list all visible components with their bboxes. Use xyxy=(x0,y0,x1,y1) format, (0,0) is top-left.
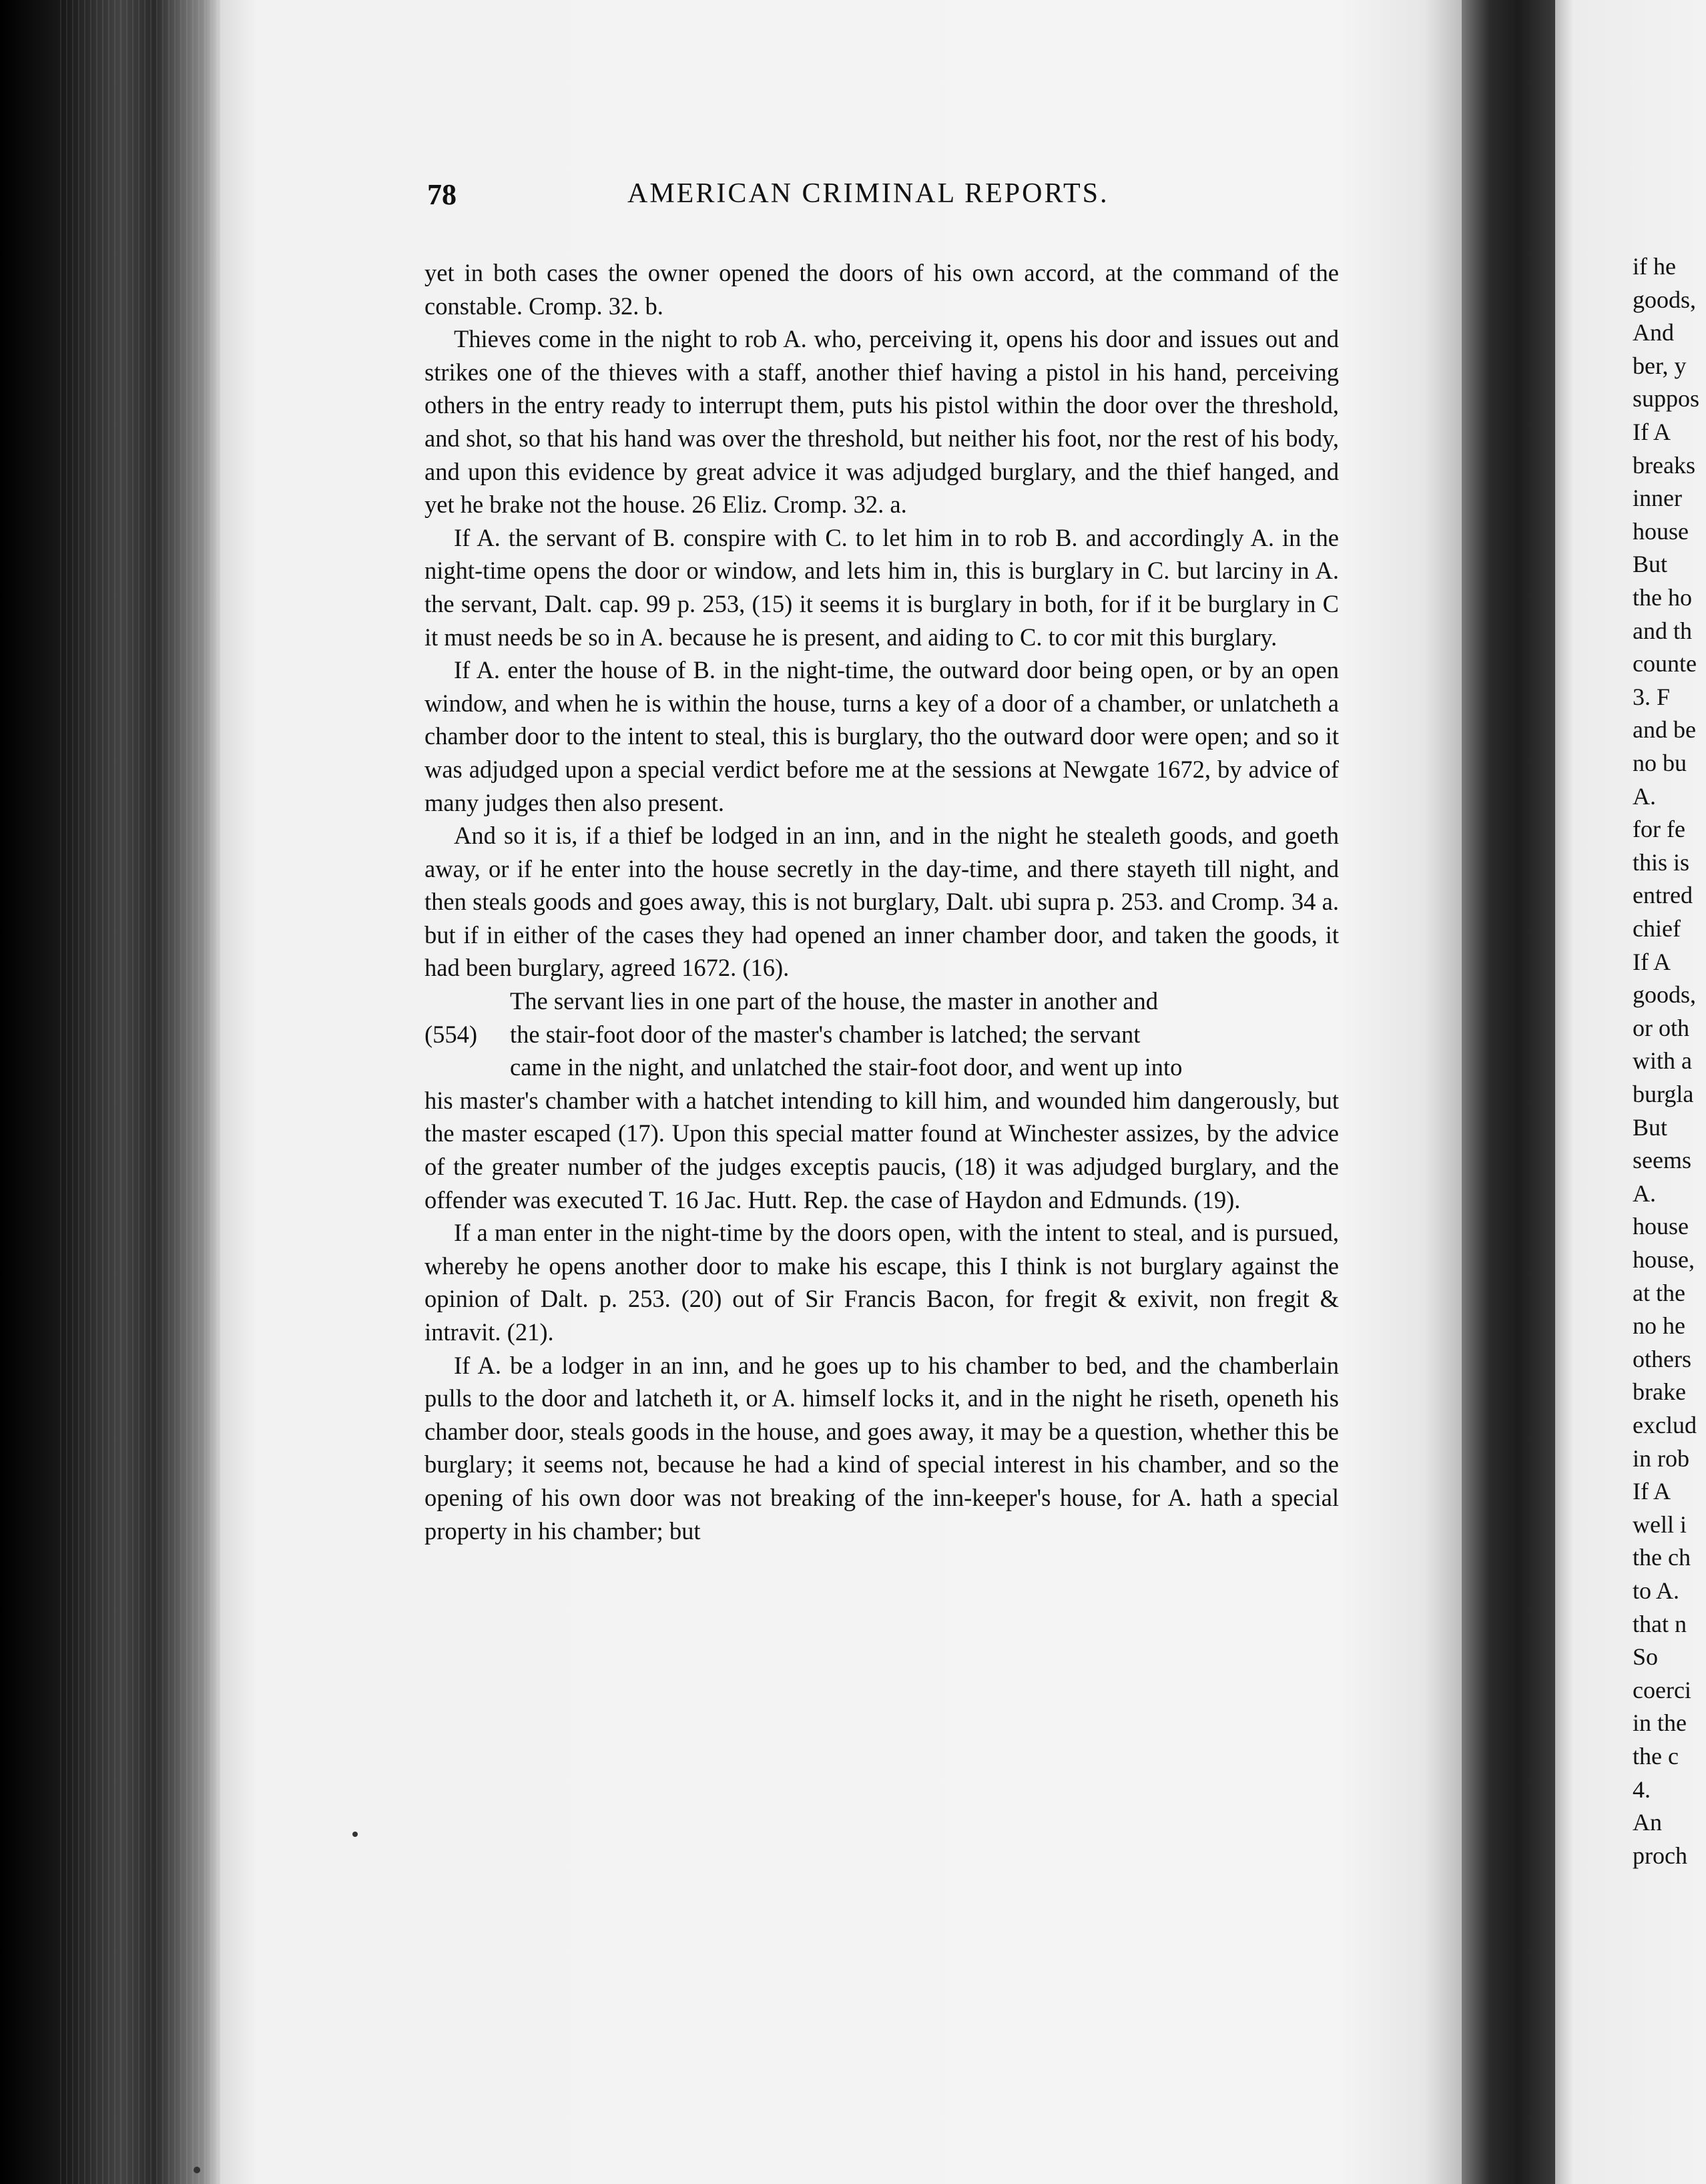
paragraph: If A. be a lodger in an inn, and he goes up to his chamber to bed, and the chamberlain pulls to the door and latcheth it, or A. himself locks it, and in the night he riseth, openeth his chamber door, steals goods in the house, and goes away, it may be a question, whether this be burglary; it seems not, because he had a kind of special interest in his chamber, and so the opening of his own door was not breaking of the inn-keeper's house, for A. hath a special property in his chamber; but xyxy=(424,1351,1339,1545)
right-page-fragment: But xyxy=(1633,1113,1668,1141)
right-page-fragment: and be xyxy=(1633,716,1696,744)
right-page-fragment: this is xyxy=(1633,848,1690,876)
page-edges xyxy=(60,0,220,2184)
right-page-fragment: house xyxy=(1633,517,1689,545)
speck xyxy=(194,2167,200,2173)
right-page-fragment: And xyxy=(1633,319,1674,346)
right-page-fragment: others xyxy=(1633,1345,1691,1372)
right-page-fragment: in rob xyxy=(1633,1444,1689,1472)
right-page-fragment: the ho xyxy=(1633,584,1692,611)
right-page-fragment: If A xyxy=(1633,948,1671,975)
right-page-fragment: An xyxy=(1633,1809,1662,1836)
running-title: AMERICAN CRIMINAL REPORTS. xyxy=(627,178,1109,209)
page-header xyxy=(427,178,1348,224)
right-page-fragment: entred xyxy=(1633,882,1693,909)
right-page-fragment: if he xyxy=(1633,253,1676,280)
right-page-fragment: goods, xyxy=(1633,981,1697,1009)
right-page-fragment: house xyxy=(1633,1213,1689,1240)
right-page-fragment: inner xyxy=(1633,485,1682,512)
paragraph: Thieves come in the night to rob A. who, perceiving it, opens his door and issues out and strikes one of the thieves with a staff, another thief having a pistol in his hand, perceiving others in the entry ready to interrupt them, puts his pistol within the door over the threshold, and shot, so that his hand was over the threshold, but neither his foot, nor the rest of his body, and upon this evidence by great advice it was adjudged burglary, and the thief hanged, and yet he brake not the house. 26 Eliz. Cromp. 32. a. xyxy=(424,325,1339,519)
right-page-fragment: A. xyxy=(1633,782,1656,810)
right-page-fragment: and th xyxy=(1633,617,1692,644)
right-page-fragment: with a xyxy=(1633,1047,1692,1075)
right-page-fragment: goods, xyxy=(1633,286,1697,313)
paragraph-line: The servant lies in one part of the house, the master in another and xyxy=(510,987,1158,1015)
right-page-fragment: ber, y xyxy=(1633,352,1687,379)
right-page-fragment: A. xyxy=(1633,1179,1656,1207)
right-page-fragment: burgla xyxy=(1633,1081,1694,1107)
right-page-fragment: chief xyxy=(1633,915,1681,942)
page-body xyxy=(424,256,1339,1547)
paragraph: If A. the servant of B. conspire with C. to let him in to rob B. and accordingly A. in the night-time opens the door or window, and lets him in, this is burglary in C. but larciny in A. the servant, Dalt. cap. 99 p. 253, (15) it seems it is burglary in both, for if it be burglary in C it must needs be so in A. because he is present, and aiding to C. to cor mit this burglary. xyxy=(424,523,1339,651)
right-page-fragment: suppos xyxy=(1633,385,1700,413)
right-page-fragment: for fe xyxy=(1633,816,1685,843)
right-page-fragment: If A xyxy=(1633,1478,1671,1505)
right-page-fragment: If A xyxy=(1633,419,1671,445)
right-page-fragment: at the xyxy=(1633,1279,1685,1306)
page-number: 78 xyxy=(427,178,457,211)
paragraph: If a man enter in the night-time by the doors open, with the intent to steal, and is pursued, whereby he opens another door to make his escape, this I think is not burglary against the opinion of Dalt. p. 253. (20) out of Sir Francis Bacon, for fregit & exivit, non fregit & intravit. (21). xyxy=(424,1219,1339,1346)
right-page-fragment: 4. xyxy=(1633,1776,1651,1803)
right-page-fragment: counte xyxy=(1633,650,1697,677)
right-page-fragment: 3. F xyxy=(1633,683,1671,710)
right-page-fragment: proch xyxy=(1633,1842,1687,1869)
speck xyxy=(352,1832,358,1837)
book-gutter xyxy=(1462,0,1555,2184)
paragraph: yet in both cases the owner opened the doors of his own accord, at the command of the constable. Cromp. 32. b. xyxy=(424,259,1339,320)
right-page-fragment: So xyxy=(1633,1643,1659,1671)
margin-page-number: (554) xyxy=(424,1020,478,1048)
right-page-fragment: coerci xyxy=(1633,1676,1691,1703)
paragraph-line: his master's chamber with a hatchet intending to kill him, and wounded him dangerously, but the master escaped (17). Upon this special matter found at Winchester assizes, by the advice of the greater number of the judges exceptis paucis, (18) it was adjudged burglary, and the offender was executed T. 16 Jac. Hutt. Rep. the case of Haydon and Edmunds. (19). xyxy=(424,1086,1339,1213)
right-page-fragment: seems xyxy=(1633,1147,1691,1174)
right-page-fragment: But xyxy=(1633,551,1668,578)
right-page-fragment: that n xyxy=(1633,1610,1687,1637)
right-page-fragment: breaks xyxy=(1633,451,1695,479)
right-page-fragment: well i xyxy=(1633,1511,1687,1538)
right-page-fragment: brake xyxy=(1633,1378,1686,1406)
right-page-fragment: in the xyxy=(1633,1709,1687,1737)
right-page-fragment: the c xyxy=(1633,1743,1679,1769)
right-page-fragment: the ch xyxy=(1633,1544,1691,1571)
paragraph: If A. enter the house of B. in the night-time, the outward door being open, or by an open window, and when he is within the house, turns a key of a door of a chamber, or unlatcheth a chamber door to the intent to steal, this is burglary, tho the outward door were open; and so it was adjudged upon a special verdict before me at the sessions at Newgate 1672, by advice of many judges then also present. xyxy=(424,656,1339,816)
paragraph-line: came in the night, and unlatched the stair-foot door, and went up into xyxy=(510,1053,1183,1081)
right-page-fragment: no bu xyxy=(1633,750,1687,776)
paragraph: And so it is, if a thief be lodged in an inn, and in the night he stealeth goods, and goeth away, or if he enter into the house secretly in the day-time, and there stayeth till night, and then steals goods and goes away, this is not burglary, Dalt. ubi supra p. 253. and Cromp. 34 a. but if in either of the cases they had opened an inner chamber door, and taken the goods, it had been burglary, agreed 1672. (16). xyxy=(424,822,1339,982)
right-page-fragment: no he xyxy=(1633,1312,1685,1340)
paragraph-line: the stair-foot door of the master's chamber is latched; the servant xyxy=(510,1020,1141,1048)
right-page-fragment: or oth xyxy=(1633,1014,1689,1041)
paragraph-with-margin-number xyxy=(424,985,1339,1216)
right-page-fragment: exclud xyxy=(1633,1412,1697,1438)
right-page-fragment: house, xyxy=(1633,1246,1695,1273)
right-page-fragment: to A. xyxy=(1633,1577,1680,1604)
